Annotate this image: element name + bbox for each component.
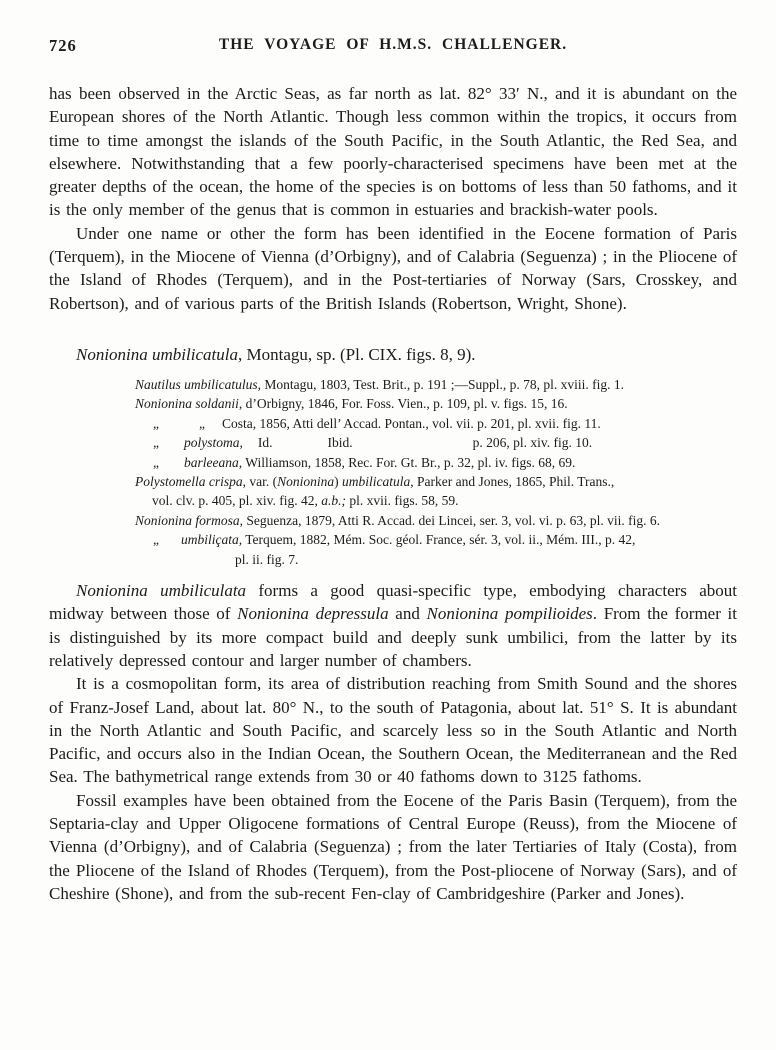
synonymy-line: Nonionina formosa, Seguenza, 1879, Atti R. Accad. dei Lincei, ser. 3, vol. vi. p. 63, pl. vii. fig. 6.: [135, 512, 660, 528]
synonymy-line: Nonionina soldanii, d’Orbigny, 1846, For. Foss. Vien., p. 109, pl. v. figs. 15, 16.: [135, 396, 568, 412]
paragraph-fossil-identifications: Under one name or other the form has been identified in the Eocene formation of Paris (Terquem), in the Miocene of Vienna (d’Orbigny), and of Calabria (Seguenza) ; in the Pliocene of the Island of Rhodes (Terquem), and in the Post-tertiaries of Norway (Sars, Crosskey, and Robertson), and of various parts of the British Islands (Robertson, Wright, Shone).: [49, 223, 737, 313]
synonymy-line: „ polystoma, Id. Ibid. p. 206, pl. xiv. fig. 10.: [153, 435, 593, 451]
synonymy-line: „ „ Costa, 1856, Atti dell’ Accad. Pontan., vol. vii. p. 201, pl. xvii. fig. 11.: [153, 415, 601, 431]
page-number: 726: [49, 36, 77, 55]
synonymy-line: „ barleeana, Williamson, 1858, Rec. For. Gt. Br., p. 32, pl. iv. figs. 68, 69.: [153, 454, 576, 470]
species-heading: Nonionina umbilicatula, Montagu, sp. (Pl. CIX. figs. 8, 9).: [76, 344, 476, 364]
page-header: [49, 36, 737, 58]
synonymy-line: Polystomella crispa, var. (Nonionina) umbilicatula, Parker and Jones, 1865, Phil. Trans.,: [135, 474, 615, 489]
synonymy-line: Nautilus umbilicatulus, Montagu, 1803, Test. Brit., p. 191 ;—Suppl., p. 78, pl. xviii. fig. 1.: [135, 376, 624, 392]
synonymy-list: [135, 375, 737, 569]
paragraph-species-description: Nonionina umbiliculata forms a good quasi-specific type, embodying characters about midway between those of Nonionina depressula and Nonionina pompilioides. From the former it is distinguished by its more compact build and deeply sunk umbilici, from the latter by its relatively depressed contour and larger number of chambers.: [49, 581, 737, 670]
running-title: THE VOYAGE OF H.M.S. CHALLENGER.: [218, 36, 568, 53]
paragraph-continuation: has been observed in the Arctic Seas, as far north as lat. 82° 33′ N., and it is abundant on the European shores of the North Atlantic. Though less common within the tropics, it occurs from time to time amongst the islands of the South Pacific, in the South Atlantic, the Red Sea, and elsewhere. Notwithstanding that a few poorly-characterised specimens have been met at the greater depths of the ocean, the home of the species is on bottoms of less than 50 fathoms, and it is the only member of the genus that is common in estuaries and brackish-water pools.: [49, 84, 737, 220]
synonymy-line: vol. clv. p. 405, pl. xiv. fig. 42, a.b.; pl. xvii. figs. 58, 59.: [152, 493, 459, 509]
synonymy-line: pl. ii. fig. 7.: [235, 551, 299, 567]
body-text: [49, 82, 737, 905]
synonymy-line: „ umbiliçata, Terquem, 1882, Mém. Soc. géol. France, sér. 3, vol. ii., Mém. III., p. 42,: [153, 532, 636, 548]
paragraph-fossil-examples: Fossil examples have been obtained from the Eocene of the Paris Basin (Terquem), from the Septaria-clay and Upper Oligocene formations of Central Europe (Reuss), from the Miocene of Vienna (d’Orbigny), and of Calabria (Seguenza) ; from the later Tertiaries of Italy (Costa), from the Pliocene of the Island of Rhodes (Terquem), from the Post-pliocene of Norway (Sars), and of Cheshire (Shone), and from the sub-recent Fen-clay of Cambridgeshire (Parker and Jones).: [49, 790, 737, 903]
paragraph-distribution: It is a cosmopolitan form, its area of distribution reaching from Smith Sound and the shores of Franz-Josef Land, about lat. 80° N., to the south of Patagonia, about lat. 51° S. It is abundant in the North Atlantic and South Pacific, and scarcely less so in the South Atlantic and North Pacific, and occurs also in the Indian Ocean, the Southern Ocean, the Mediterranean and the Red Sea. The bathymetrical range extends from 30 or 40 fathoms down to 3125 fathoms.: [49, 674, 737, 787]
